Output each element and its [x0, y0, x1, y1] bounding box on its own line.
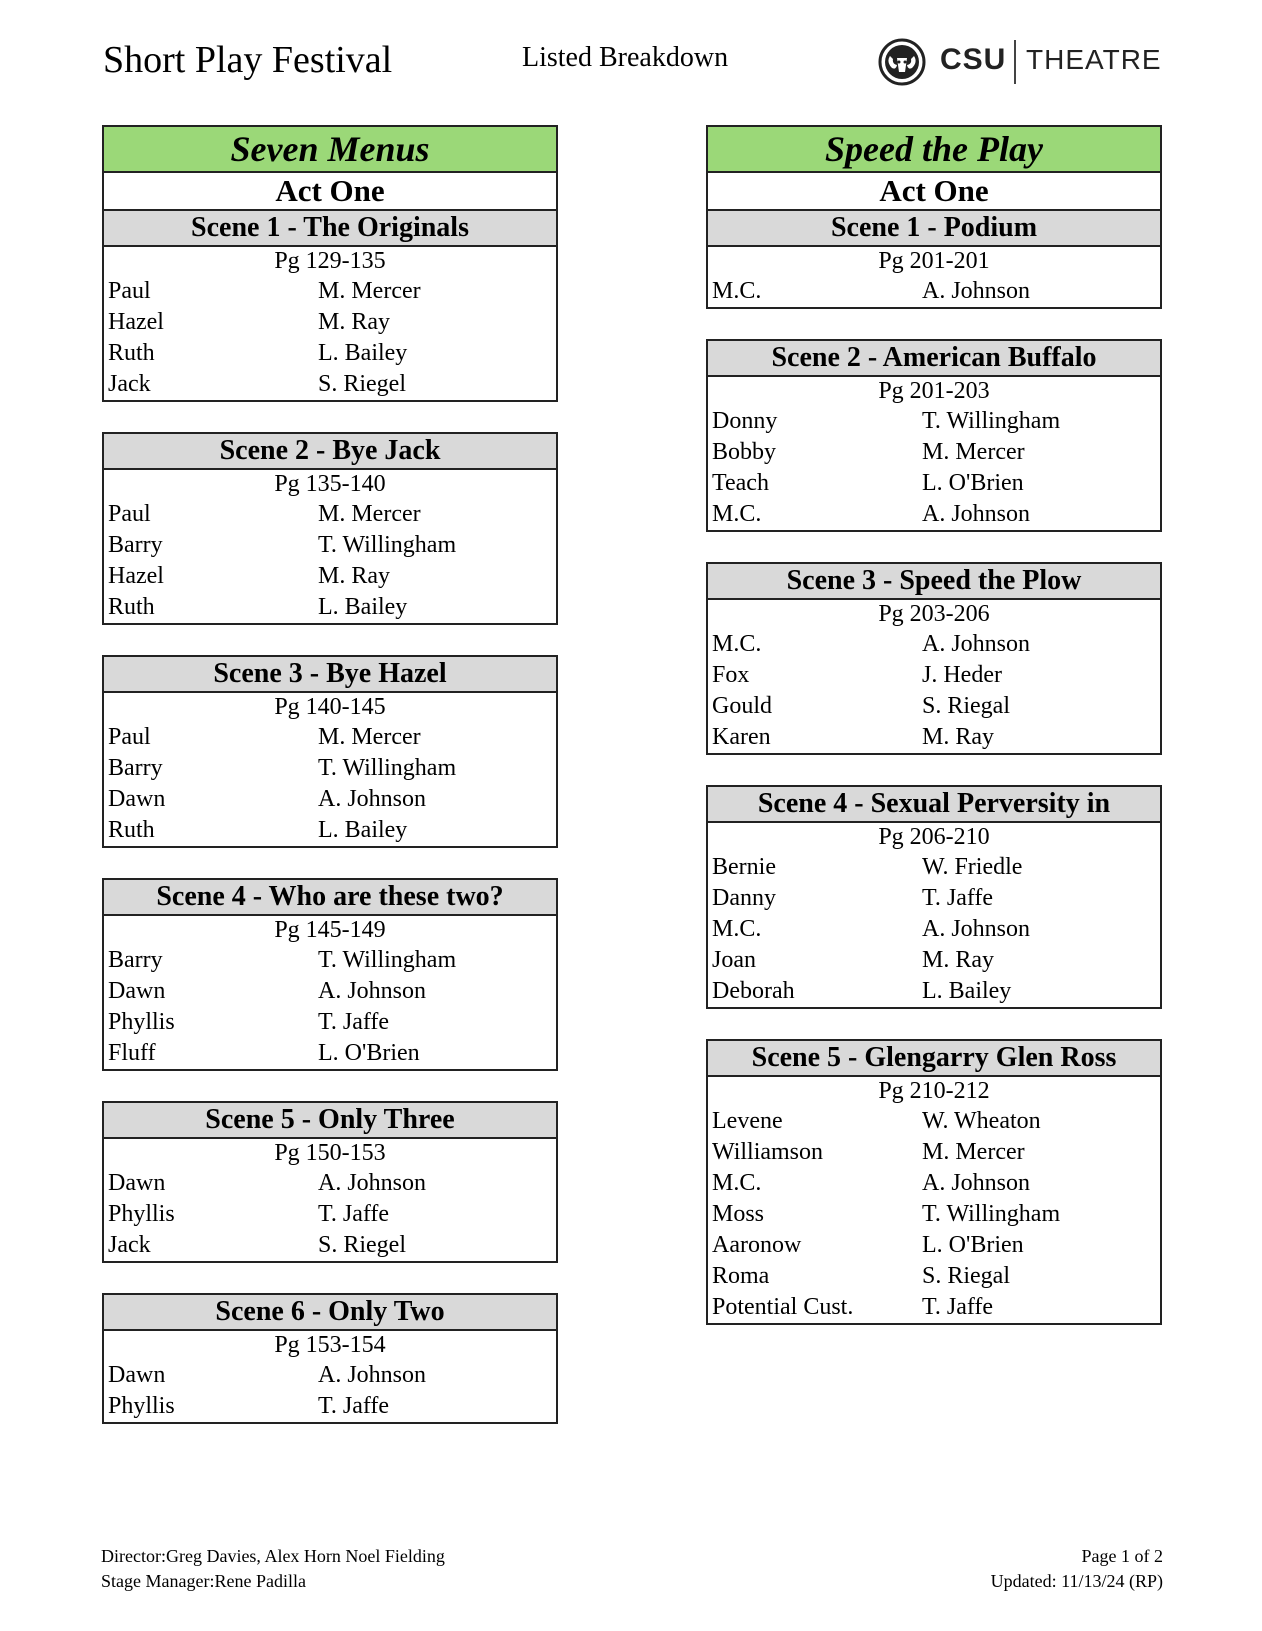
scene-title: Scene 2 - Bye Jack — [104, 434, 556, 470]
actor-name: T. Willingham — [922, 1201, 1061, 1227]
cast-row — [708, 437, 1160, 468]
character-name: Jack — [108, 1232, 151, 1258]
actor-name: A. Johnson — [318, 1362, 427, 1388]
cast-row — [708, 722, 1160, 753]
act-title: Act One — [104, 173, 556, 209]
cast-row — [708, 629, 1160, 660]
actor-name: A. Johnson — [922, 631, 1031, 657]
character-name: Phyllis — [108, 1393, 175, 1419]
actor-name: T. Jaffe — [922, 885, 994, 911]
page-range: Pg 150-153 — [274, 1140, 386, 1166]
character-name: Fluff — [108, 1040, 156, 1066]
actor-name: J. Heder — [922, 662, 1002, 688]
actor-name: M. Mercer — [922, 439, 1025, 465]
cast-row — [104, 1038, 556, 1069]
actor-name: M. Mercer — [318, 724, 421, 750]
character-name: Levene — [712, 1108, 783, 1134]
actor-name: T. Willingham — [318, 532, 457, 558]
csu-theatre-logo — [876, 38, 1160, 88]
character-name: M.C. — [712, 278, 762, 304]
act-title: Act One — [708, 173, 1160, 209]
character-name: M.C. — [712, 916, 762, 942]
actor-name: M. Ray — [318, 309, 390, 335]
cast-row — [104, 530, 556, 561]
cast-row — [104, 722, 556, 753]
play-title: Speed the Play — [708, 127, 1160, 173]
actor-name: W. Wheaton — [922, 1108, 1041, 1134]
logo-csu-text: CSU — [940, 43, 1007, 76]
page-range: Pg 129-135 — [274, 248, 386, 274]
character-name: Williamson — [712, 1139, 824, 1165]
scene-block — [102, 1101, 558, 1263]
scene-title: Scene 4 - Sexual Perversity in — [708, 787, 1160, 823]
character-name: Roma — [712, 1263, 770, 1289]
cast-row — [708, 1292, 1160, 1323]
page-range: Pg 153-154 — [274, 1332, 386, 1358]
character-name: M.C. — [712, 1170, 762, 1196]
cast-row — [708, 691, 1160, 722]
cast-row — [104, 1391, 556, 1422]
cast-row — [104, 499, 556, 530]
cast-row — [104, 276, 556, 307]
cast-row — [104, 1199, 556, 1230]
actor-name: S. Riegal — [922, 1263, 1010, 1289]
character-name: Paul — [108, 724, 151, 750]
actor-name: W. Friedle — [922, 854, 1023, 880]
character-name: Dawn — [108, 1170, 166, 1196]
character-name: M.C. — [712, 501, 762, 527]
page-number: Page 1 of 2 — [1081, 1546, 1163, 1566]
character-name: Paul — [108, 278, 151, 304]
ram-head-icon — [876, 38, 930, 86]
character-name: Joan — [712, 947, 756, 973]
scene-title: Scene 4 - Who are these two? — [104, 880, 556, 916]
character-name: Teach — [712, 470, 769, 496]
page-range: Pg 140-145 — [274, 694, 386, 720]
character-name: Dawn — [108, 786, 166, 812]
cast-row — [708, 883, 1160, 914]
scene-title: Scene 2 - American Buffalo — [708, 341, 1160, 377]
play-title: Seven Menus — [104, 127, 556, 173]
character-name: Fox — [712, 662, 750, 688]
page-range: Pg 201-203 — [878, 378, 990, 404]
actor-name: M. Ray — [922, 724, 994, 750]
actor-name: A. Johnson — [318, 1170, 427, 1196]
cast-row — [104, 307, 556, 338]
character-name: Ruth — [108, 594, 155, 620]
cast-row — [708, 1261, 1160, 1292]
play-column-seven-menus — [102, 125, 558, 1424]
play-header — [706, 125, 1162, 209]
cast-row — [708, 276, 1160, 307]
character-name: Hazel — [108, 309, 164, 335]
character-name: Gould — [712, 693, 772, 719]
actor-name: A. Johnson — [318, 786, 427, 812]
character-name: Donny — [712, 408, 778, 434]
logo-divider — [1014, 40, 1016, 84]
cast-row — [104, 945, 556, 976]
actor-name: T. Willingham — [922, 408, 1061, 434]
actor-name: S. Riegal — [922, 693, 1010, 719]
character-name: Hazel — [108, 563, 164, 589]
cast-row — [708, 1168, 1160, 1199]
cast-row — [104, 815, 556, 846]
page-range: Pg 206-210 — [878, 824, 990, 850]
character-name: Ruth — [108, 817, 155, 843]
actor-name: M. Ray — [318, 563, 390, 589]
cast-row — [708, 914, 1160, 945]
cast-row — [104, 1360, 556, 1391]
character-name: Ruth — [108, 340, 155, 366]
logo-theatre-text: THEATRE — [1026, 44, 1162, 75]
page-range: Pg 210-212 — [878, 1078, 990, 1104]
actor-name: L. O'Brien — [922, 470, 1024, 496]
character-name: Dawn — [108, 978, 166, 1004]
scene-block — [706, 209, 1162, 309]
cast-row — [708, 1106, 1160, 1137]
scene-title: Scene 3 - Speed the Plow — [708, 564, 1160, 600]
scene-block — [706, 785, 1162, 1009]
actor-name: T. Jaffe — [318, 1201, 390, 1227]
actor-name: M. Mercer — [318, 501, 421, 527]
scene-block — [706, 339, 1162, 532]
scene-block — [706, 562, 1162, 755]
scene-title: Scene 3 - Bye Hazel — [104, 657, 556, 693]
scene-block — [706, 1039, 1162, 1325]
page-range: Pg 201-201 — [878, 248, 990, 274]
cast-row — [708, 660, 1160, 691]
cast-row — [708, 468, 1160, 499]
actor-name: M. Mercer — [318, 278, 421, 304]
page-range: Pg 145-149 — [274, 917, 386, 943]
play-header — [102, 125, 558, 209]
scene-title: Scene 1 - The Originals — [104, 211, 556, 247]
document-title: Short Play Festival — [103, 39, 393, 81]
cast-row — [104, 1230, 556, 1261]
actor-name: L. Bailey — [318, 817, 408, 843]
cast-row — [708, 1199, 1160, 1230]
actor-name: T. Jaffe — [922, 1294, 994, 1320]
actor-name: A. Johnson — [922, 916, 1031, 942]
scene-block — [102, 878, 558, 1071]
character-name: Deborah — [712, 978, 795, 1004]
cast-row — [104, 561, 556, 592]
cast-row — [708, 1137, 1160, 1168]
actor-name: L. Bailey — [922, 978, 1012, 1004]
scene-title: Scene 5 - Only Three — [104, 1103, 556, 1139]
actor-name: L. Bailey — [318, 340, 408, 366]
character-name: Danny — [712, 885, 776, 911]
cast-row — [104, 1007, 556, 1038]
character-name: Barry — [108, 755, 163, 781]
character-name: Moss — [712, 1201, 765, 1227]
stage-manager-credit: Stage Manager:Rene Padilla — [101, 1571, 306, 1591]
character-name: M.C. — [712, 631, 762, 657]
cast-row — [708, 1230, 1160, 1261]
character-name: Potential Cust. — [712, 1294, 854, 1320]
actor-name: A. Johnson — [922, 278, 1031, 304]
actor-name: S. Riegel — [318, 1232, 406, 1258]
cast-row — [708, 852, 1160, 883]
footer-page-info — [991, 1544, 1163, 1594]
scene-title: Scene 1 - Podium — [708, 211, 1160, 247]
actor-name: T. Jaffe — [318, 1393, 390, 1419]
document-subtitle: Listed Breakdown — [522, 42, 729, 73]
actor-name: L. Bailey — [318, 594, 408, 620]
scene-block — [102, 655, 558, 848]
actor-name: A. Johnson — [922, 501, 1031, 527]
actor-name: A. Johnson — [318, 978, 427, 1004]
actor-name: A. Johnson — [922, 1170, 1031, 1196]
page-range: Pg 203-206 — [878, 601, 990, 627]
play-column-speed-the-play — [706, 125, 1162, 1325]
character-name: Phyllis — [108, 1009, 175, 1035]
cast-row — [104, 753, 556, 784]
character-name: Jack — [108, 371, 151, 397]
footer-credits — [101, 1544, 445, 1594]
cast-row — [104, 1168, 556, 1199]
scene-title: Scene 5 - Glengarry Glen Ross — [708, 1041, 1160, 1077]
character-name: Barry — [108, 532, 163, 558]
character-name: Bobby — [712, 439, 777, 465]
cast-row — [104, 338, 556, 369]
scene-block — [102, 432, 558, 625]
actor-name: M. Mercer — [922, 1139, 1025, 1165]
character-name: Phyllis — [108, 1201, 175, 1227]
actor-name: S. Riegel — [318, 371, 406, 397]
scene-title: Scene 6 - Only Two — [104, 1295, 556, 1331]
character-name: Paul — [108, 501, 151, 527]
cast-row — [104, 369, 556, 400]
actor-name: L. O'Brien — [922, 1232, 1024, 1258]
cast-row — [104, 784, 556, 815]
page-range: Pg 135-140 — [274, 471, 386, 497]
actor-name: T. Jaffe — [318, 1009, 390, 1035]
cast-row — [708, 976, 1160, 1007]
actor-name: T. Willingham — [318, 755, 457, 781]
cast-row — [708, 406, 1160, 437]
actor-name: T. Willingham — [318, 947, 457, 973]
character-name: Karen — [712, 724, 771, 750]
actor-name: L. O'Brien — [318, 1040, 420, 1066]
actor-name: M. Ray — [922, 947, 994, 973]
character-name: Barry — [108, 947, 163, 973]
character-name: Bernie — [712, 854, 776, 880]
scene-block — [102, 209, 558, 402]
cast-row — [104, 976, 556, 1007]
director-credit: Director:Greg Davies, Alex Horn Noel Fielding — [101, 1546, 445, 1566]
scene-block — [102, 1293, 558, 1424]
cast-row — [708, 499, 1160, 530]
cast-row — [104, 592, 556, 623]
character-name: Aaronow — [712, 1232, 802, 1258]
updated-date: Updated: 11/13/24 (RP) — [990, 1571, 1163, 1591]
cast-row — [708, 945, 1160, 976]
character-name: Dawn — [108, 1362, 166, 1388]
